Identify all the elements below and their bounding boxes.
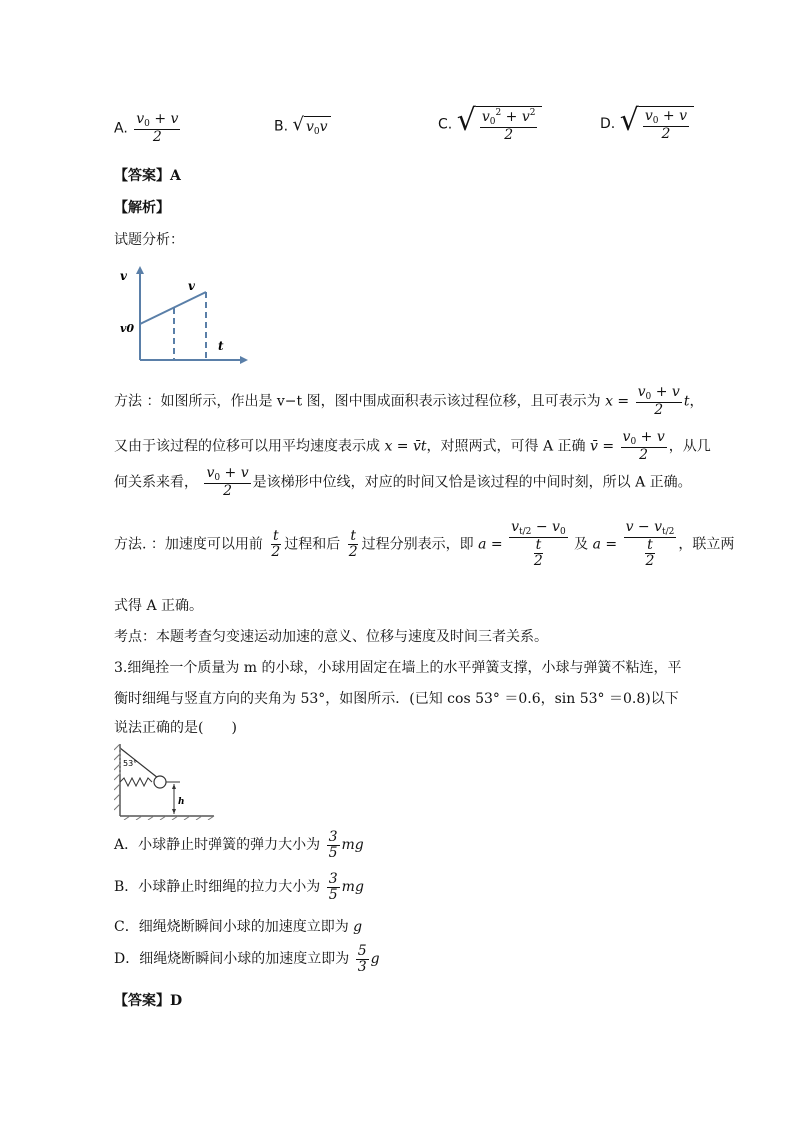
wall-hatch bbox=[114, 744, 120, 810]
q3-line1: 3.细绳拴一个质量为 m 的小球，小球用固定在墙上的水平弹簧支撑，小球与弹簧不粘连，平 bbox=[114, 660, 682, 676]
option-d-formula: √ $\frac{v_0 + v}{2}$ bbox=[620, 106, 694, 142]
y-axis-arrow bbox=[136, 266, 144, 274]
option-d: D. √ $\frac{v_0 + v}{2}$ bbox=[600, 106, 694, 142]
option-a-formula: $\frac{v_0 + v}{2}$ bbox=[136, 111, 179, 146]
spring bbox=[120, 778, 152, 786]
option-b: B. √ $v_0v$ bbox=[274, 116, 331, 137]
height-label: h bbox=[178, 797, 185, 807]
q3-option-a: A．小球静止时弹簧的弹力大小为 $\frac{3}{5}$ mg bbox=[114, 829, 364, 861]
v-label: v bbox=[188, 279, 195, 293]
answer-3: 【答案】D bbox=[114, 993, 183, 1009]
kaodian: 考点：本题考查匀变速运动加速的意义、位移与速度及时间三者关系。 bbox=[114, 629, 548, 645]
analysis-intro: 试题分析： bbox=[114, 232, 184, 248]
y-label: v bbox=[120, 269, 127, 283]
option-a: A. $\frac{v_0 + v}{2}$ bbox=[114, 111, 179, 146]
option-b-formula: √ $v_0v$ bbox=[293, 116, 331, 137]
q3-figure bbox=[114, 744, 216, 820]
option-c: C. √ $\frac{v_0^2 + v^2}{2}$ bbox=[438, 106, 542, 143]
option-c-formula: √ $\frac{v_0^2 + v^2}{2}$ bbox=[457, 106, 543, 143]
method1-line3: 何关系来看， $\frac{v_0 + v}{2}$ 是该梯形中位线，对应的时间又恰是该过程的中间时刻，所以 A 正确。 bbox=[114, 465, 692, 500]
analysis-heading: 【解析】 bbox=[114, 200, 170, 216]
q3-option-d: D．细绳烧断瞬间小球的加速度立即为 $\frac{5}{3}$ g bbox=[114, 943, 380, 975]
x-axis-arrow bbox=[240, 356, 248, 364]
ball bbox=[154, 776, 166, 788]
answer-1: 【答案】A bbox=[114, 168, 181, 184]
angle-label: 53° bbox=[123, 759, 138, 768]
method2-line1: 方法. ：加速度可以用前 $\frac{t}{2}$ 过程和后 $\frac{t}{2}$ 过程分别表示，即 a = $\frac{v_{t/2} - v_0}{\frac{t}{2}}$ 及 a = $\frac{v - v_{t/2}}{\frac{t}{2}}$ ，联立两 bbox=[114, 519, 735, 570]
q3-option-c: C．细绳烧断瞬间小球的加速度立即为 g bbox=[114, 919, 363, 935]
q3-line2: 衡时细绳与竖直方向的夹角为 53°，如图所示．(已知 cos 53° ＝0.6，sin 53° ＝0.8)以下 bbox=[114, 691, 679, 707]
method2-line2: 式得 A 正确。 bbox=[114, 598, 204, 614]
v0-label: v0 bbox=[120, 322, 135, 335]
method1-line1: 方法 ：如图所示，作出是 v−t 图，图中围成面积表示该过程位移，且可表示为 x = $\frac{v_0 + v}{2}$ t， bbox=[114, 384, 704, 419]
height-arrow-up bbox=[172, 784, 176, 789]
height-arrow-down bbox=[172, 809, 176, 814]
x-label: t bbox=[218, 339, 224, 353]
method1-line2: 又由于该过程的位移可以用平均速度表示成 x = v̄t，对照两式，可得 A 正确 v̄ = $\frac{v_0 + v}{2}$ ，从几 bbox=[114, 429, 711, 464]
vt-graph bbox=[118, 266, 248, 368]
q3-option-b: B．小球静止时细绳的拉力大小为 $\frac{3}{5}$ mg bbox=[114, 871, 364, 903]
q3-line3: 说法正确的是( ) bbox=[114, 720, 237, 736]
